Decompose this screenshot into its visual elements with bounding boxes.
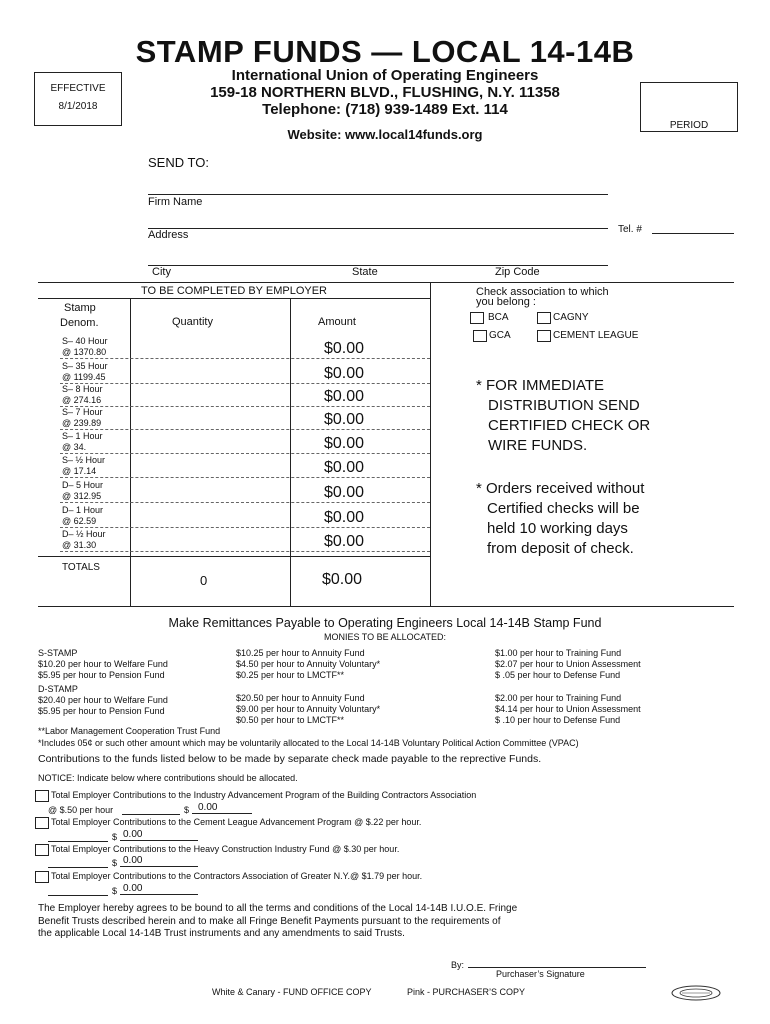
stamp-denomination [62, 505, 103, 527]
stamp-rate: @ 239.89 [62, 418, 102, 428]
footnote-vpac: *Includes 05¢ or such other amount which may be voluntarily allocated to the Local 14-14B Voluntary Political Action Committee (VPAC) [38, 738, 579, 748]
stamp-quantity-field[interactable] [134, 407, 286, 427]
d-stamp-col3 [495, 693, 641, 726]
stamp-amount[interactable]: $0.00 [324, 388, 365, 405]
table-heading-border [38, 298, 430, 299]
note2-line: Certified checks will be [487, 500, 640, 517]
stamp-denomination [62, 384, 103, 406]
agreement-line: The Employer hereby agrees to be bound to all the terms and conditions of the Local 14-14B I.U.O.E. Fringe [38, 903, 518, 914]
contribution-text: Total Employer Contributions to the Contractors Association of Greater N.Y.@ $1.79 per hour. [51, 871, 423, 881]
row-divider [60, 502, 430, 503]
tel-line[interactable] [652, 233, 734, 234]
employer-heading: TO BE COMPLETED BY EMPLOYER [140, 285, 328, 297]
contribution-dollar: $ [112, 858, 118, 868]
d-stamp-col2 [236, 693, 380, 726]
stamp-amount[interactable]: $0.00 [324, 509, 365, 526]
agreement-line: Benefit Trusts described herein and to make all Fringe Benefit Payments pursuant to the requirements of [38, 915, 501, 927]
contribution-hours-field[interactable] [48, 858, 108, 868]
stamp-quantity-field[interactable] [134, 529, 286, 549]
contribution-amount: 0.00 [123, 829, 143, 840]
d-stamp-label: D-STAMP [38, 684, 78, 694]
send-to-heading: SEND TO: [148, 155, 209, 170]
stamp-rate: @ 62.59 [62, 516, 97, 526]
note1-line: WIRE FUNDS. [488, 437, 588, 454]
stamp-amount[interactable]: $0.00 [324, 484, 365, 501]
tel-label: Tel. # [618, 224, 642, 235]
stamp-denomination [62, 455, 105, 477]
gca-checkbox[interactable] [473, 330, 487, 342]
contribution-text: Total Employer Contributions to the Cement League Advancement Program @ $.22 per hour. [51, 817, 422, 827]
firm-name-line[interactable] [148, 194, 608, 195]
stamp-name: S– ½ Hour [62, 455, 106, 465]
stamp-amount[interactable]: $0.00 [324, 411, 365, 428]
table-bottom-border [38, 606, 734, 607]
union-name: International Union of Operating Engineers [231, 67, 539, 84]
address-label: Address [148, 229, 189, 241]
firm-name-label: Firm Name [148, 196, 203, 208]
note2-line: held 10 working days [487, 520, 628, 537]
d-stamp-item: $20.40 per hour to Welfare Fund [38, 695, 168, 705]
agreement-line: the applicable Local 14-14B Trust instruments and any amendments to said Trusts. [38, 928, 405, 939]
state-label: State [352, 266, 378, 278]
contributions-text: Contributions to the funds listed below to be made by separate check made payable to the reprective Funds. [38, 753, 542, 765]
footnote-lmctf: **Labor Management Cooperation Trust Fund [38, 726, 221, 736]
s-stamp-item: $2.07 per hour to Union Assessment [495, 659, 641, 669]
contribution-text: Total Employer Contributions to the Heavy Construction Industry Fund @ $.30 per hour. [51, 844, 400, 854]
contractors-association-checkbox[interactable] [35, 871, 49, 883]
association-heading: Check association to which [476, 286, 609, 298]
col-quantity: Quantity [172, 316, 213, 328]
contribution-hours-field[interactable] [122, 805, 180, 815]
certified-check-note [476, 479, 644, 559]
d-stamp-item: $5.95 per hour to Pension Fund [38, 706, 165, 716]
col-denom: Denom. [60, 317, 99, 329]
agreement-text [38, 903, 517, 941]
s-stamp-item: $4.50 per hour to Annuity Voluntary* [236, 659, 381, 669]
stamp-quantity-field[interactable] [134, 455, 286, 475]
stamp-amount[interactable]: $0.00 [324, 533, 365, 550]
allocated-heading: MONIES TO BE ALLOCATED: [323, 632, 447, 642]
cement-league-checkbox[interactable] [537, 330, 551, 342]
contribution-amount-field[interactable] [120, 855, 198, 867]
stamp-rate: @ 17.14 [62, 466, 97, 476]
d-stamp-col1 [38, 684, 168, 717]
stamp-rate: @ 312.95 [62, 491, 102, 501]
contribution-amount-field[interactable] [120, 829, 198, 841]
totals-label: TOTALS [62, 562, 100, 573]
row-divider [60, 429, 430, 430]
cement-league-label: CEMENT LEAGUE [553, 330, 639, 341]
d-stamp-item: $2.00 per hour to Training Fund [495, 693, 622, 703]
table-right-divider [430, 282, 431, 606]
address-line[interactable] [148, 228, 608, 229]
period-label: PERIOD [669, 120, 709, 131]
stamp-name: D– 5 Hour [62, 480, 104, 490]
zip-label: Zip Code [495, 266, 540, 278]
row-divider [60, 527, 430, 528]
d-stamp-item: $20.50 per hour to Annuity Fund [236, 693, 365, 703]
col-stamp: Stamp [64, 302, 96, 314]
bca-checkbox[interactable] [470, 312, 484, 324]
contribution-hours-field[interactable] [48, 832, 108, 842]
stamp-name: S– 7 Hour [62, 407, 103, 417]
union-telephone: Telephone: (718) 939-1489 Ext. 114 [262, 101, 508, 118]
cagny-checkbox[interactable] [537, 312, 551, 324]
d-stamp-item: $9.00 per hour to Annuity Voluntary* [236, 704, 381, 714]
stamp-name: S– 1 Hour [62, 431, 103, 441]
white-copy-label: White & Canary - FUND OFFICE COPY [212, 987, 372, 997]
contribution-amount: 0.00 [123, 883, 143, 894]
contribution-dollar: $ [112, 886, 118, 896]
stamp-quantity-field[interactable] [134, 505, 286, 525]
union-bug-icon [668, 984, 724, 1002]
period-box[interactable] [640, 82, 738, 132]
heavy-construction-checkbox[interactable] [35, 844, 49, 856]
s-stamp-col2 [236, 648, 380, 681]
s-stamp-item: $5.95 per hour to Pension Fund [38, 670, 165, 680]
stamp-rate: @ 1370.80 [62, 347, 107, 357]
notice-text: NOTICE: Indicate below where contributions should be allocated. [38, 773, 298, 783]
effective-label: EFFECTIVE [50, 83, 106, 94]
s-stamp-item: $ .05 per hour to Defense Fund [495, 670, 621, 680]
stamp-denomination [62, 407, 103, 429]
distribution-note [476, 376, 650, 456]
stamp-column-divider [130, 298, 131, 606]
effective-date: 8/1/2018 [58, 101, 98, 112]
stamp-rate: @ 34. [62, 442, 87, 452]
stamp-rate: @ 31.30 [62, 540, 97, 550]
stamp-rate: @ 1199.45 [62, 372, 106, 382]
pink-copy-label: Pink - PURCHASER’S COPY [407, 987, 526, 997]
note2-line: from deposit of check. [487, 540, 634, 557]
page-title: STAMP FUNDS — LOCAL 14-14B [135, 34, 635, 69]
note1-line: * FOR IMMEDIATE [476, 377, 605, 394]
d-stamp-item: $ .10 per hour to Defense Fund [495, 715, 621, 725]
s-stamp-item: $10.20 per hour to Welfare Fund [38, 659, 168, 669]
s-stamp-item: $1.00 per hour to Training Fund [495, 648, 622, 658]
city-label: City [152, 266, 171, 278]
stamp-amount[interactable]: $0.00 [324, 340, 365, 357]
row-divider [60, 477, 430, 478]
stamp-quantity-field[interactable] [134, 384, 286, 404]
stamp-name: D– 1 Hour [62, 505, 104, 515]
note2-line: * Orders received without [476, 480, 645, 497]
signature-line[interactable] [468, 967, 646, 968]
remittance-text: Make Remittances Payable to Operating Engineers Local 14-14B Stamp Fund [168, 616, 602, 630]
contribution-amount-field[interactable] [120, 883, 198, 895]
stamp-denomination [62, 431, 103, 453]
by-label: By: [451, 960, 465, 970]
stamp-rate: @ 274.16 [62, 395, 102, 405]
stamp-name: S– 35 Hour [62, 361, 108, 371]
s-stamp-col3 [495, 648, 641, 681]
contribution-dollar: $ [184, 805, 190, 815]
association-heading-2: you belong : [476, 296, 536, 308]
stamp-quantity-field[interactable] [134, 336, 286, 356]
row-divider [60, 551, 430, 552]
effective-box [34, 72, 122, 126]
s-stamp-label: S-STAMP [38, 648, 78, 658]
stamp-quantity-field[interactable] [134, 361, 286, 381]
stamp-denomination [62, 361, 108, 383]
stamp-name: S– 40 Hour [62, 336, 108, 346]
note1-line: CERTIFIED CHECK OR [488, 417, 651, 434]
s-stamp-item: $0.25 per hour to LMCTF** [236, 670, 345, 680]
stamp-name: S– 8 Hour [62, 384, 103, 394]
stamp-name: D– ½ Hour [62, 529, 106, 539]
contribution-amount: 0.00 [198, 802, 218, 813]
totals-border [38, 556, 430, 557]
contribution-amount-field[interactable] [192, 802, 252, 814]
cement-league-program-checkbox[interactable] [35, 817, 49, 829]
union-address: 159-18 NORTHERN BLVD., FLUSHING, N.Y. 11358 [210, 84, 560, 101]
totals-quantity[interactable]: 0 [200, 573, 208, 588]
signature-label: Purchaser’s Signature [496, 969, 585, 979]
stamp-amount[interactable]: $0.00 [324, 459, 365, 476]
quantity-column-divider [290, 298, 291, 606]
contribution-dollar: $ [112, 832, 118, 842]
row-divider [60, 358, 430, 359]
stamp-quantity-field[interactable] [134, 431, 286, 451]
industry-advancement-checkbox[interactable] [35, 790, 49, 802]
stamp-denomination [62, 480, 103, 502]
stamp-amount[interactable]: $0.00 [324, 435, 365, 452]
table-top-border [38, 282, 734, 283]
stamp-denomination [62, 529, 106, 551]
contribution-text: Total Employer Contributions to the Industry Advancement Program of the Building Contractors Association [51, 790, 477, 800]
contribution-hours-field[interactable] [48, 886, 108, 896]
row-divider [60, 453, 430, 454]
gca-label: GCA [489, 330, 511, 341]
stamp-denomination [62, 336, 108, 358]
totals-amount[interactable]: $0.00 [322, 571, 363, 588]
stamp-quantity-field[interactable] [134, 480, 286, 500]
d-stamp-item: $4.14 per hour to Union Assessment [495, 704, 641, 714]
bca-label: BCA [488, 312, 509, 323]
col-amount: Amount [318, 316, 356, 328]
stamp-amount[interactable]: $0.00 [324, 365, 365, 382]
s-stamp-item: $10.25 per hour to Annuity Fund [236, 648, 365, 658]
note1-line: DISTRIBUTION SEND [488, 397, 640, 414]
union-website: Website: www.local14funds.org [287, 127, 483, 142]
cagny-label: CAGNY [553, 312, 589, 323]
contribution-rate: @ $.50 per hour [48, 805, 114, 815]
s-stamp-col1 [38, 648, 168, 681]
d-stamp-item: $0.50 per hour to LMCTF** [236, 715, 345, 725]
contribution-amount: 0.00 [123, 855, 143, 866]
